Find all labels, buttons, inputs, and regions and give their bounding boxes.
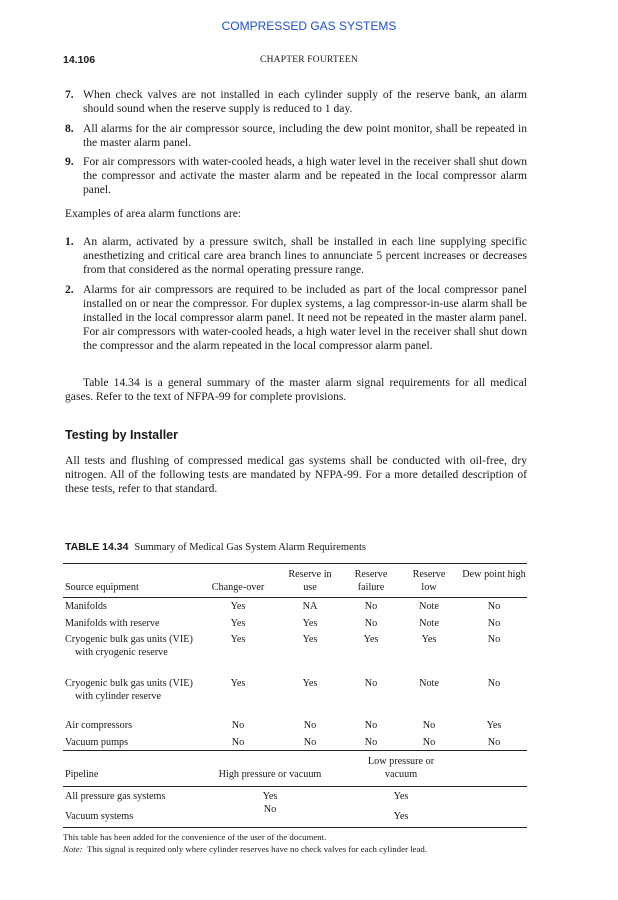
table-top-rule — [63, 563, 527, 564]
table-cell: No — [303, 737, 317, 748]
table-header-rule — [63, 597, 527, 598]
table-cell: No — [263, 804, 277, 815]
column-header: Reserve failure — [354, 569, 388, 593]
table-bottom-rule — [63, 827, 527, 828]
table-cell: Yes — [486, 720, 502, 731]
table-cell: No — [303, 720, 317, 731]
table-cell: No — [364, 720, 378, 731]
summary-paragraph: Table 14.34 is a general summary of the master alarm signal requirements for all medical gases. Refer to the text of NFPA-99 for complete provisions. — [65, 376, 527, 403]
table-footnote: This table has been added for the convenience of the user of the document. — [63, 832, 327, 842]
table-cell: Yes — [302, 634, 318, 645]
table-cell: Cryogenic bulk gas units (VIE) with cylinder reserve — [65, 678, 193, 702]
table-cell: Air compressors — [65, 720, 133, 731]
table-cell: Yes — [230, 601, 246, 612]
table-cell: No — [487, 634, 501, 645]
table-cell: No — [364, 618, 378, 629]
list-item — [65, 88, 527, 116]
list-item-text: Alarms for air compressors are required to be included as part of the local compressor panel installed on or near the compressor. For duplex systems, a lag compressor-in-use alarm shall be installed in the local compressor alarm panel. It need not be repeated in the master alarm panel. For air compressors with water-cooled heads, a high water level in the receiver shall shut down the compressor and the alarm repeated in the local compressor alarm panel. — [83, 283, 527, 352]
table-cell: All pressure gas systems — [65, 791, 166, 802]
column-header: Reserve low — [412, 569, 446, 593]
column-header: Dew point high — [462, 569, 526, 580]
table-cell: Yes — [421, 634, 437, 645]
table-cell: Yes — [230, 618, 246, 629]
list-item — [65, 155, 527, 197]
pipeline-header: Low pressure or vacuum — [367, 756, 435, 780]
section-heading: Testing by Installer — [65, 428, 178, 442]
column-header: Change-over — [211, 582, 265, 593]
chapter-title: CHAPTER FOURTEEN — [260, 55, 358, 65]
table-cell: No — [487, 601, 501, 612]
table-cell: No — [422, 720, 436, 731]
list-item-text: For air compressors with water-cooled heads, a high water level in the receiver shall shut down the compressor and activate the master alarm and be repeated in the local compressor alarm panel. — [83, 155, 527, 196]
table-cell: Yes — [363, 634, 379, 645]
section-body: All tests and flushing of compressed medical gas systems shall be conducted with oil-free, dry nitrogen. All of the following tests are mandated by NFPA-99. For a more detailed description of these tests, refer to that standard. — [65, 454, 527, 495]
table-cell: Manifolds — [65, 601, 107, 612]
column-header: Reserve in use — [288, 569, 332, 593]
page-number: 14.106 — [63, 54, 96, 66]
table-cell: No — [364, 737, 378, 748]
running-head: COMPRESSED GAS SYSTEMS — [221, 19, 397, 33]
list-item-text: An alarm, activated by a pressure switch, shall be installed in each line supplying specific anesthetizing and critical care area branch lines to annunciate 5 percent increases or decreases from that considered as the normal operating pressure range. — [83, 235, 527, 276]
list-item-text: When check valves are not installed in each cylinder supply of the reserve bank, an alarm should sound when the reserve supply is reduced to 1 day. — [83, 88, 527, 115]
table-cell: Yes — [262, 791, 278, 802]
table-cell: Vacuum pumps — [65, 737, 129, 748]
list-item — [65, 122, 527, 150]
table-cell: Yes — [393, 791, 409, 802]
list-item-number: 9. — [65, 155, 74, 168]
list-item — [65, 235, 527, 277]
table-label: TABLE 14.34 — [65, 541, 129, 553]
table-cell: No — [364, 678, 378, 689]
table-cell: Note — [419, 601, 439, 612]
table-cell: No — [231, 720, 245, 731]
pipeline-header-rule — [63, 786, 527, 787]
pipeline-header: Pipeline — [65, 769, 99, 780]
table-cell: Yes — [230, 678, 246, 689]
note-label: Note: — [63, 844, 83, 854]
list-item-number: 7. — [65, 88, 74, 101]
list-item-text: All alarms for the air compressor source, including the dew point monitor, shall be repeated in the master alarm panel. — [83, 122, 527, 149]
table-caption-text: Summary of Medical Gas System Alarm Requirements — [134, 542, 366, 553]
list-item-number: 1. — [65, 235, 74, 248]
note-text: This signal is required only where cylinder reserves have no check valves for each cylinder lead. — [86, 844, 427, 854]
list-item — [65, 283, 527, 353]
list-item-number: 8. — [65, 122, 74, 135]
table-cell: No — [487, 737, 501, 748]
table-cell: No — [487, 618, 501, 629]
table-cell: No — [487, 678, 501, 689]
table-cell: NA — [302, 601, 318, 612]
table-note — [63, 844, 533, 855]
examples-intro: Examples of area alarm functions are: — [65, 207, 242, 220]
table-cell: Cryogenic bulk gas units (VIE) with cryogenic reserve — [65, 634, 193, 658]
table-cell: Vacuum systems — [65, 811, 134, 822]
table-cell: Yes — [302, 618, 318, 629]
table-section-rule — [63, 750, 527, 751]
table-caption — [65, 541, 366, 553]
table-cell: Yes — [393, 811, 409, 822]
table-cell: Note — [419, 678, 439, 689]
pipeline-header: High pressure or vacuum — [218, 769, 322, 780]
list-item-number: 2. — [65, 283, 74, 296]
table-cell: Yes — [230, 634, 246, 645]
column-header: Source equipment — [65, 582, 139, 593]
table-cell: Manifolds with reserve — [65, 618, 160, 629]
table-cell: Yes — [302, 678, 318, 689]
table-cell: Note — [419, 618, 439, 629]
table-cell: No — [364, 601, 378, 612]
table-cell: No — [231, 737, 245, 748]
table-cell: No — [422, 737, 436, 748]
